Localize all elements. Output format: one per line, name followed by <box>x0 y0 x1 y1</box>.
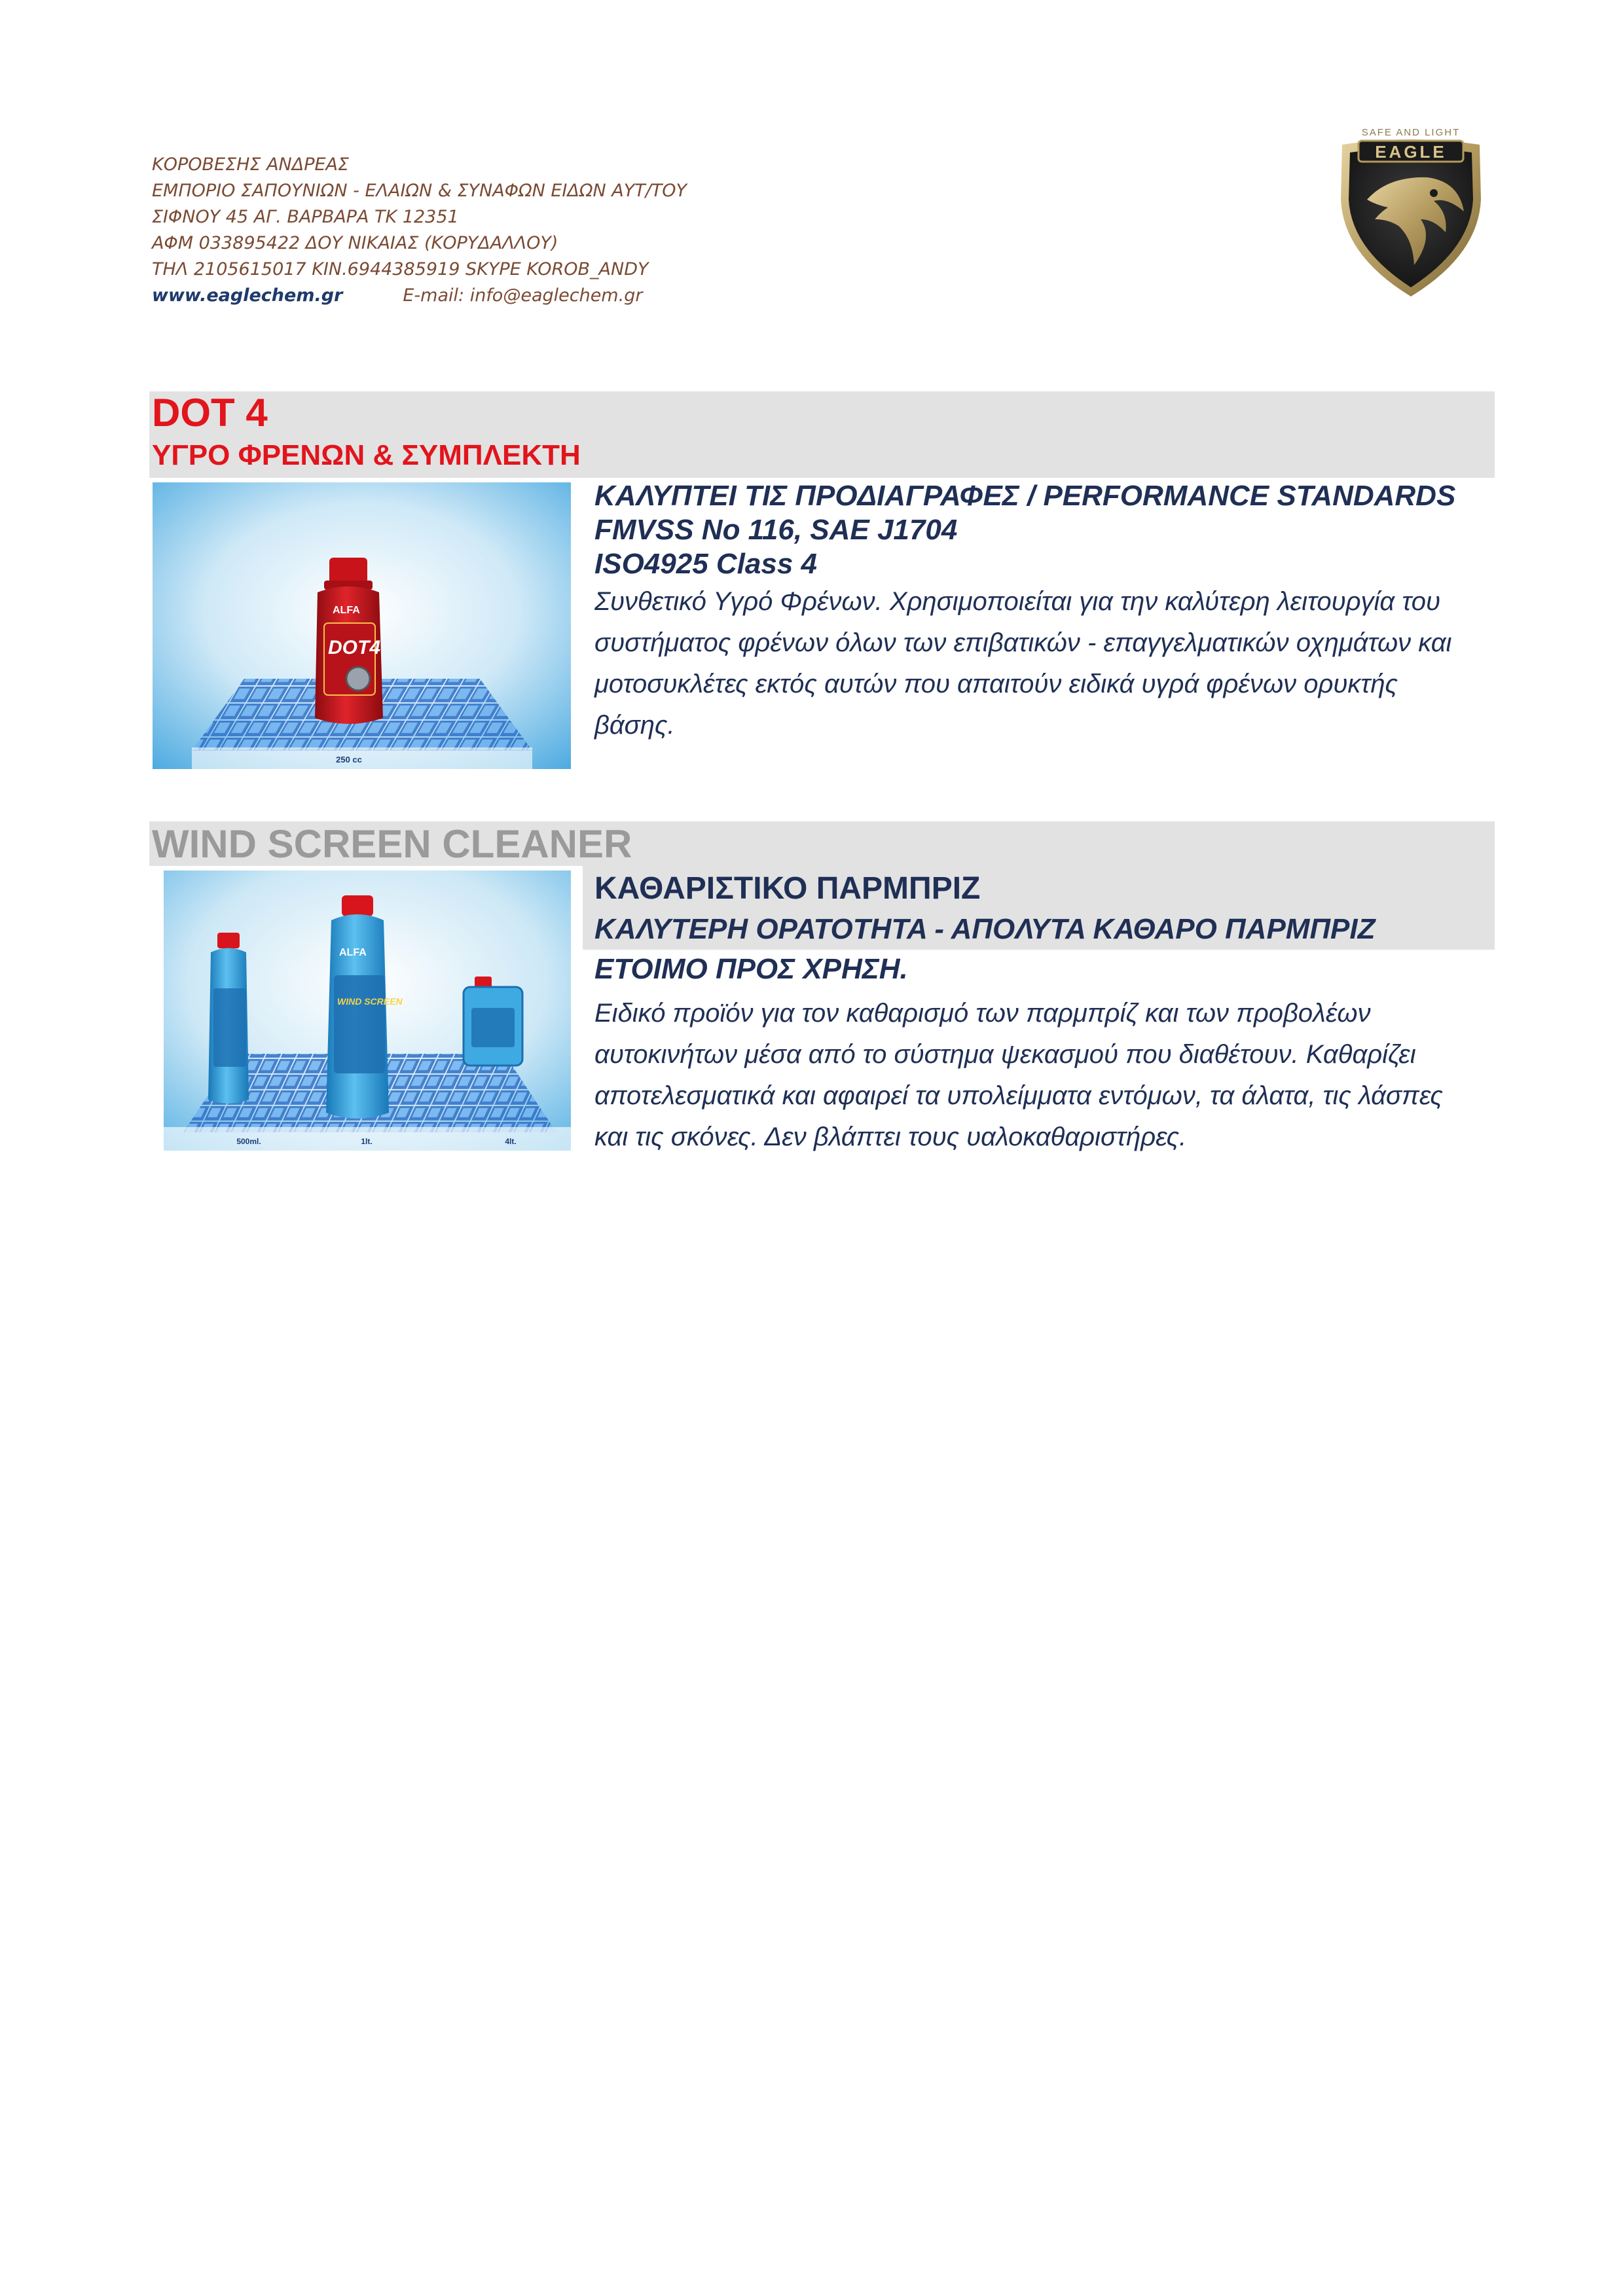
windscreen-product-image <box>164 870 571 1151</box>
dot4-spec-line-2: FMVSS No 116, SAE J1704 <box>594 514 958 546</box>
website-link[interactable]: www.eaglechem.gr <box>152 285 343 306</box>
company-business: ΕΜΠΟΡΙΟ ΣΑΠΟΥΝΙΩΝ - ΕΛΑΙΩΝ & ΣΥΝΑΦΩΝ ΕΙΔΩΝ ΑΥΤ/ΤΟΥ <box>152 181 687 201</box>
dot4-subtitle: ΥΓΡΟ ΦΡΕΝΩΝ & ΣΥΜΠΛΕΚΤΗ <box>152 439 581 471</box>
dot4-description-line: μοτοσυκλέτες εκτός αυτών που απαιτούν ειδικά υγρά φρένων ορυκτής <box>594 670 1398 698</box>
windscreen-description-line: Ειδικό προϊόν για τον καθαρισμό των παρμπρίζ και των προβολέων <box>594 999 1371 1028</box>
windscreen-bottle-label: WIND SCREEN <box>337 996 403 1007</box>
windscreen-description-line: και τις σκόνες. Δεν βλάπτει τους υαλοκαθαριστήρες. <box>594 1122 1187 1151</box>
windscreen-description <box>594 993 1491 1158</box>
caption-1lt: 1lt. <box>361 1137 373 1146</box>
caption-500ml: 500ml. <box>236 1137 261 1146</box>
logo-tagline: SAFE AND LIGHT <box>1361 127 1461 138</box>
dot4-spec-line-1: ΚΑΛΥΠΤΕΙ ΤΙΣ ΠΡΟΔΙΑΓΡΑΦΕΣ / PERFORMANCE STANDARDS <box>594 480 1456 512</box>
eagle-shield-icon <box>1336 121 1486 299</box>
dot4-title: DOT 4 <box>152 391 268 435</box>
windscreen-heading: ΚΑΘΑΡΙΣΤΙΚΟ ΠΑΡΜΠΡΙΖ <box>594 871 981 906</box>
windscreen-description-line: αυτοκινήτων μέσα από το σύστημα ψεκασμού που διαθέτουν. Καθαρίζει <box>594 1040 1416 1069</box>
dot4-description <box>594 581 1491 746</box>
company-name: ΚΟΡΟΒΕΣΗΣ ΑΝΔΡΕΑΣ <box>152 154 350 175</box>
company-tax-id: ΑΦΜ 033895422 ΔΟΥ ΝΙΚΑΙΑΣ (ΚΟΡΥΔΑΛΛΟΥ) <box>152 233 558 253</box>
company-phones: ΤΗΛ 2105615017 ΚΙΝ.6944385919 SKYPE KOROB_ANDY <box>152 259 649 279</box>
dot4-description-line: συστήματος φρένων όλων των επιβατικών - επαγγελματικών οχημάτων και <box>594 628 1452 657</box>
windscreen-spec-line-2: ΕΤΟΙΜΟ ΠΡΟΣ ΧΡΗΣΗ. <box>594 953 908 985</box>
dot4-spec-line-3: ISO4925 Class 4 <box>594 548 818 580</box>
company-contact-row <box>152 283 938 309</box>
company-address: ΣΙΦΝΟΥ 45 ΑΓ. ΒΑΡΒΑΡΑ ΤΚ 12351 <box>152 207 459 227</box>
logo-brand: EAGLE <box>1375 142 1447 162</box>
dot4-description-line: βάσης. <box>594 711 675 740</box>
dot4-product-image <box>153 482 571 769</box>
email-link[interactable]: E-mail: info@eaglechem.gr <box>403 285 643 306</box>
caption-4lt: 4lt. <box>505 1137 517 1146</box>
windscreen-bottle-brand: ALFA <box>339 947 367 958</box>
eagle-logo <box>1336 121 1486 299</box>
windscreen-description-line: αποτελεσματικά και αφαιρεί τα υπολείμματα εντόμων, τα άλατα, τις λάσπες <box>594 1081 1443 1110</box>
dot4-volume-caption: 250 cc <box>336 755 362 764</box>
windscreen-title: WIND SCREEN CLEANER <box>152 822 632 866</box>
dot4-bottle-label: DOT4 <box>328 637 381 658</box>
windscreen-spec-line-1: ΚΑΛΥΤΕΡΗ ΟΡΑΤΟΤΗΤΑ - ΑΠΟΛΥΤΑ ΚΑΘΑΡΟ ΠΑΡΜΠΡΙΖ <box>594 913 1376 945</box>
dot4-description-line: Συνθετικό Υγρό Φρένων. Χρησιμοποιείται για την καλύτερη λειτουργία του <box>594 587 1440 616</box>
company-info <box>152 152 938 309</box>
dot4-bottle-brand: ALFA <box>333 605 360 616</box>
